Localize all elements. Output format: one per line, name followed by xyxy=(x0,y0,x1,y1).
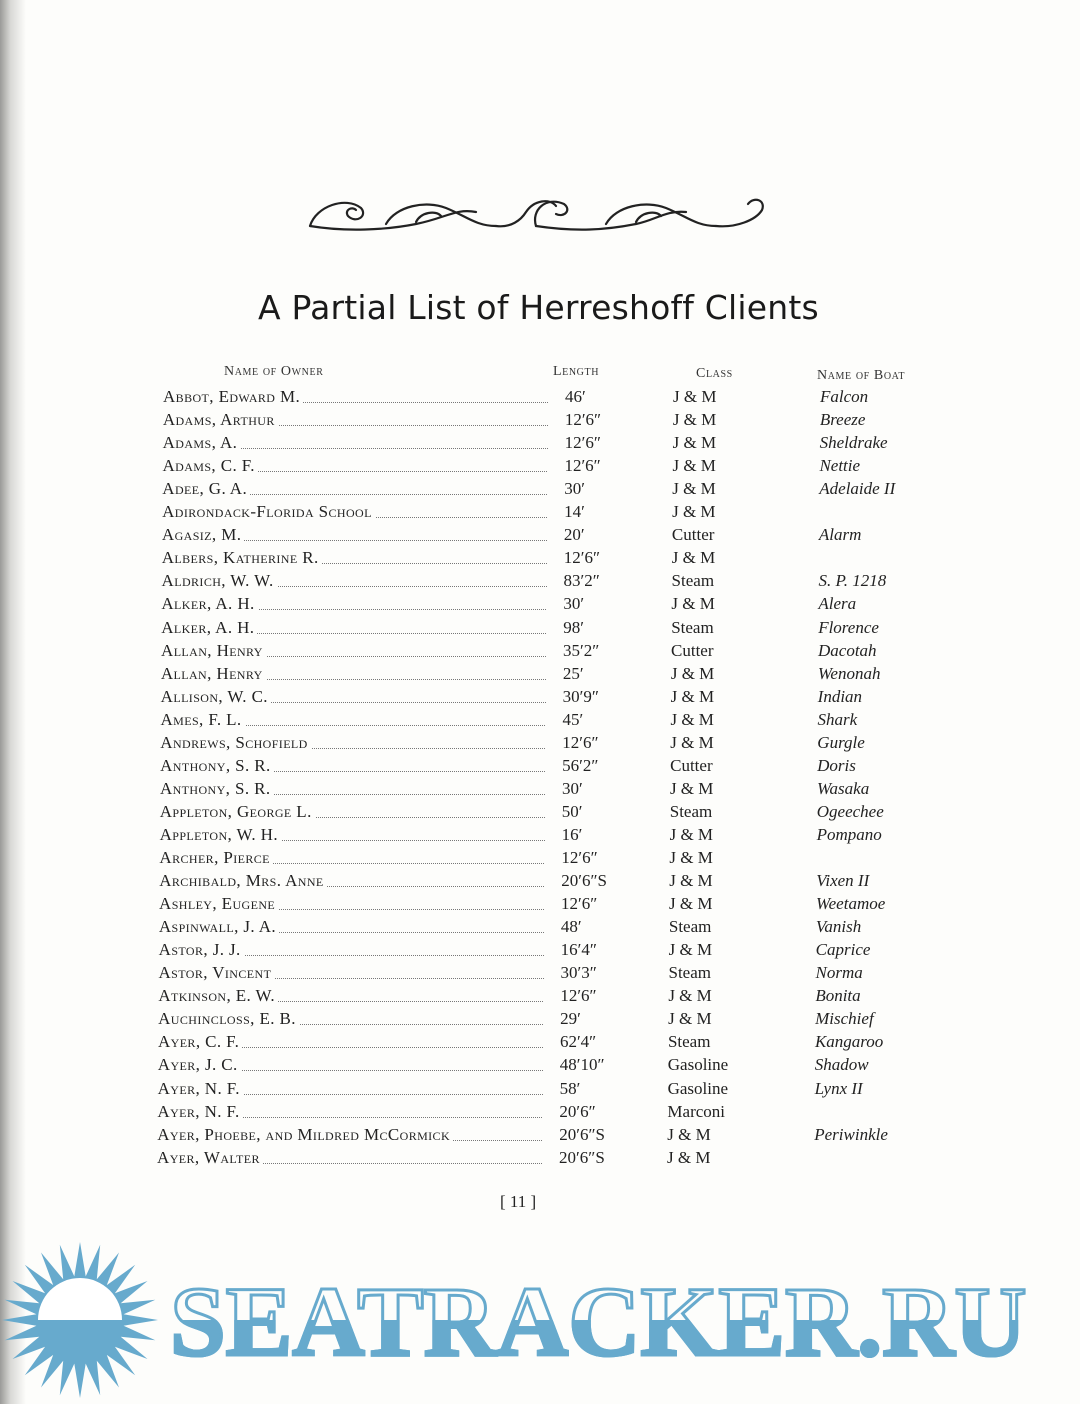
owner-name: Allison, W. C. xyxy=(161,687,271,707)
owner-name: Aldrich, W. W. xyxy=(162,571,277,591)
boat-length: 20′6″S xyxy=(561,871,607,891)
watermark-text: SEATRACKER.RU xyxy=(170,1266,1027,1377)
page-title: A Partial List of Herreshoff Clients xyxy=(258,288,819,327)
boat-class: Cutter xyxy=(671,525,715,545)
boat-length: 29′ xyxy=(560,1009,581,1029)
boat-class: Steam xyxy=(667,1032,711,1052)
owner-name: Albers, Katherine R. xyxy=(162,548,322,568)
table-row xyxy=(157,1102,917,1124)
boat-name: Shadow xyxy=(814,1055,869,1075)
owner-name: Appleton, George L. xyxy=(160,802,315,822)
boat-length: 20′6″S xyxy=(559,1124,605,1144)
boat-class: Marconi xyxy=(667,1101,725,1121)
table-row xyxy=(157,1148,917,1170)
boat-length: 30′ xyxy=(561,778,583,798)
owner-name: Allan, Henry xyxy=(161,664,266,684)
boat-class: J & M xyxy=(669,894,713,914)
boat-length: 12′6″ xyxy=(564,410,602,430)
boat-class: J & M xyxy=(670,732,714,752)
boat-name: Mischief xyxy=(815,1009,874,1029)
owner-name: Archibald, Mrs. Anne xyxy=(159,871,326,891)
table-row xyxy=(158,1009,918,1031)
boat-name: Bonita xyxy=(815,986,861,1006)
owner-name: Anthony, S. R. xyxy=(160,779,274,799)
boat-name: Nettie xyxy=(819,456,861,476)
table-row xyxy=(159,940,919,962)
boat-class: J & M xyxy=(672,410,717,430)
owner-name: Astor, J. J. xyxy=(159,940,244,960)
owner-name: Auchincloss, E. B. xyxy=(158,1009,299,1029)
table-row xyxy=(160,825,920,847)
owner-name: Ayer, J. C. xyxy=(158,1055,241,1075)
owner-name: Aspinwall, J. A. xyxy=(159,917,279,937)
boat-class: J & M xyxy=(671,594,715,614)
boat-class: Steam xyxy=(671,571,715,591)
table-row xyxy=(162,502,922,524)
owner-name: Ayer, C. F. xyxy=(158,1032,242,1052)
table-row xyxy=(161,687,921,709)
boat-length: 58′ xyxy=(559,1078,581,1098)
owner-name: Adams, A. xyxy=(163,433,241,453)
boat-name: Wenonah xyxy=(817,663,881,683)
boat-class: J & M xyxy=(667,1147,711,1167)
boat-length: 14′ xyxy=(564,502,585,522)
boat-class: Steam xyxy=(668,963,711,983)
boat-length: 30′ xyxy=(564,479,585,499)
boat-class: J & M xyxy=(668,986,712,1006)
owner-name: Archer, Pierce xyxy=(159,848,273,868)
boat-name: Weetamoe xyxy=(816,894,886,914)
boat-length: 12′6″ xyxy=(562,732,599,752)
owner-name: Ayer, N. F. xyxy=(158,1079,243,1099)
table-row xyxy=(162,525,922,547)
boat-length: 48′10″ xyxy=(559,1055,605,1075)
boat-class: Steam xyxy=(668,917,712,937)
boat-length: 50′ xyxy=(561,801,583,821)
boat-name: Vixen II xyxy=(816,871,870,891)
boat-name: Norma xyxy=(815,963,863,983)
column-header-length: Length xyxy=(553,364,600,379)
owner-name: Ayer, N. F. xyxy=(157,1102,242,1122)
boat-class: Cutter xyxy=(670,755,713,775)
table-row xyxy=(160,802,920,824)
decorative-scroll-ornament xyxy=(306,186,768,238)
boat-class: Gasoline xyxy=(667,1078,729,1098)
boat-name: Lynx II xyxy=(814,1078,863,1098)
table-row xyxy=(158,986,918,1008)
column-header-class: Class xyxy=(696,366,733,381)
boat-name: Sheldrake xyxy=(819,433,888,453)
boat-name: Alera xyxy=(818,594,857,614)
boat-name: Florence xyxy=(818,617,879,637)
table-row xyxy=(159,917,919,939)
table-row xyxy=(161,664,921,686)
owner-name: Alker, A. H. xyxy=(161,618,257,638)
table-row xyxy=(158,1079,918,1101)
boat-class: J & M xyxy=(672,433,717,453)
table-row xyxy=(162,548,922,570)
owner-name: Adams, Arthur xyxy=(163,410,278,430)
table-row xyxy=(162,456,922,478)
boat-class: J & M xyxy=(668,1009,712,1029)
boat-class: Gasoline xyxy=(667,1055,729,1075)
boat-length: 12′6″ xyxy=(564,433,601,453)
owner-name: Ames, F. L. xyxy=(160,710,244,730)
boat-name: Dacotah xyxy=(818,640,877,660)
boat-class: J & M xyxy=(669,848,713,867)
table-row xyxy=(162,479,922,501)
owner-name: Allan, Henry xyxy=(161,641,266,661)
boat-length: 56′2″ xyxy=(562,755,599,775)
boat-class: J & M xyxy=(672,502,716,522)
boat-name: Pompano xyxy=(816,824,882,844)
boat-length: 20′ xyxy=(563,525,585,545)
owner-name: Astor, Vincent xyxy=(159,963,275,983)
table-row xyxy=(161,641,921,663)
boat-name: Falcon xyxy=(820,387,869,406)
boat-class: J & M xyxy=(671,548,716,568)
owner-name: Andrews, Schofield xyxy=(160,733,310,753)
boat-length: 48′ xyxy=(560,917,582,937)
table-row xyxy=(162,571,922,593)
column-header-owner: Name of Owner xyxy=(224,364,324,379)
owner-name: Atkinson, E. W. xyxy=(158,986,278,1006)
boat-length: 30′9″ xyxy=(562,686,599,706)
boat-name: Breeze xyxy=(819,410,866,430)
table-row xyxy=(159,963,919,985)
table-row xyxy=(157,1125,917,1147)
scan-page-edge-shadow xyxy=(0,0,26,1404)
boat-name: S. P. 1218 xyxy=(818,571,887,591)
boat-name: Alarm xyxy=(818,525,862,545)
boat-length: 16′ xyxy=(561,824,583,844)
boat-name: Wasaka xyxy=(816,778,870,798)
boat-name: Doris xyxy=(817,755,856,775)
boat-class: J & M xyxy=(668,940,713,960)
boat-class: J & M xyxy=(667,1124,711,1144)
boat-class: J & M xyxy=(672,479,716,499)
boat-name: Adelaide II xyxy=(819,479,896,499)
boat-class: J & M xyxy=(670,686,715,706)
sun-logo-icon xyxy=(0,1240,160,1400)
boat-name: Periwinkle xyxy=(814,1124,888,1144)
boat-length: 46′ xyxy=(565,387,586,406)
boat-length: 98′ xyxy=(563,617,584,637)
owner-name: Adams, C. F. xyxy=(162,456,257,476)
table-row xyxy=(158,1032,918,1054)
table-row xyxy=(159,871,919,893)
boat-name: Gurgle xyxy=(817,732,865,752)
boat-length: 12′6″ xyxy=(561,848,598,867)
boat-name: Indian xyxy=(817,686,863,706)
boat-length: 20′6″ xyxy=(559,1101,596,1121)
boat-class: J & M xyxy=(669,778,714,798)
boat-class: J & M xyxy=(672,456,716,476)
boat-name: Caprice xyxy=(815,940,871,960)
table-row xyxy=(163,433,923,455)
boat-class: J & M xyxy=(669,824,714,844)
owner-name: Ayer, Walter xyxy=(157,1148,263,1168)
boat-class: Steam xyxy=(671,617,714,637)
boat-length: 30′ xyxy=(563,594,585,614)
boat-length: 20′6″S xyxy=(559,1147,605,1167)
boat-length: 25′ xyxy=(562,663,584,683)
table-row xyxy=(158,1055,918,1077)
table-row xyxy=(161,618,921,640)
owner-name: Appleton, W. H. xyxy=(160,825,281,845)
table-row xyxy=(160,733,920,755)
boat-name: Ogeechee xyxy=(816,801,884,821)
table-row xyxy=(159,894,919,916)
boat-length: 30′3″ xyxy=(560,963,597,983)
owner-name: Ayer, Phoebe, and Mildred McCormick xyxy=(157,1125,453,1145)
column-header-boat: Name of Boat xyxy=(817,368,906,383)
table-row xyxy=(160,710,920,732)
boat-class: Cutter xyxy=(671,640,714,660)
owner-name: Ashley, Eugene xyxy=(159,894,278,914)
boat-class: J & M xyxy=(670,663,715,683)
boat-length: 45′ xyxy=(562,709,584,729)
owner-name: Alker, A. H. xyxy=(161,594,257,614)
boat-length: 12′6″ xyxy=(561,894,598,914)
boat-length: 16′4″ xyxy=(560,940,597,960)
boat-name: Shark xyxy=(817,709,858,729)
owner-name: Anthony, S. R. xyxy=(160,756,274,776)
boat-length: 62′4″ xyxy=(559,1032,597,1052)
boat-length: 12′6″ xyxy=(563,548,601,568)
owner-name: Agasiz, M. xyxy=(162,525,244,545)
boat-name: Kangaroo xyxy=(814,1032,884,1052)
boat-class: J & M xyxy=(670,709,714,729)
table-row xyxy=(160,779,920,801)
boat-length: 35′2″ xyxy=(563,640,600,660)
page-number: [ 11 ] xyxy=(500,1192,537,1211)
boat-class: J & M xyxy=(673,387,717,406)
boat-name: Vanish xyxy=(815,917,862,937)
table-row xyxy=(159,848,919,870)
table-row xyxy=(163,387,923,409)
boat-class: Steam xyxy=(669,801,713,821)
owner-name: Adee, G. A. xyxy=(162,479,250,499)
table-row xyxy=(160,756,920,778)
table-row xyxy=(161,594,921,616)
boat-length: 12′6″ xyxy=(564,456,601,476)
owner-name: Adirondack-Florida School xyxy=(162,502,375,522)
owner-name: Abbot, Edward M. xyxy=(163,387,303,407)
boat-class: J & M xyxy=(669,871,713,891)
boat-length: 12′6″ xyxy=(560,986,597,1006)
boat-length: 83′2″ xyxy=(563,571,600,591)
table-row xyxy=(163,410,923,432)
